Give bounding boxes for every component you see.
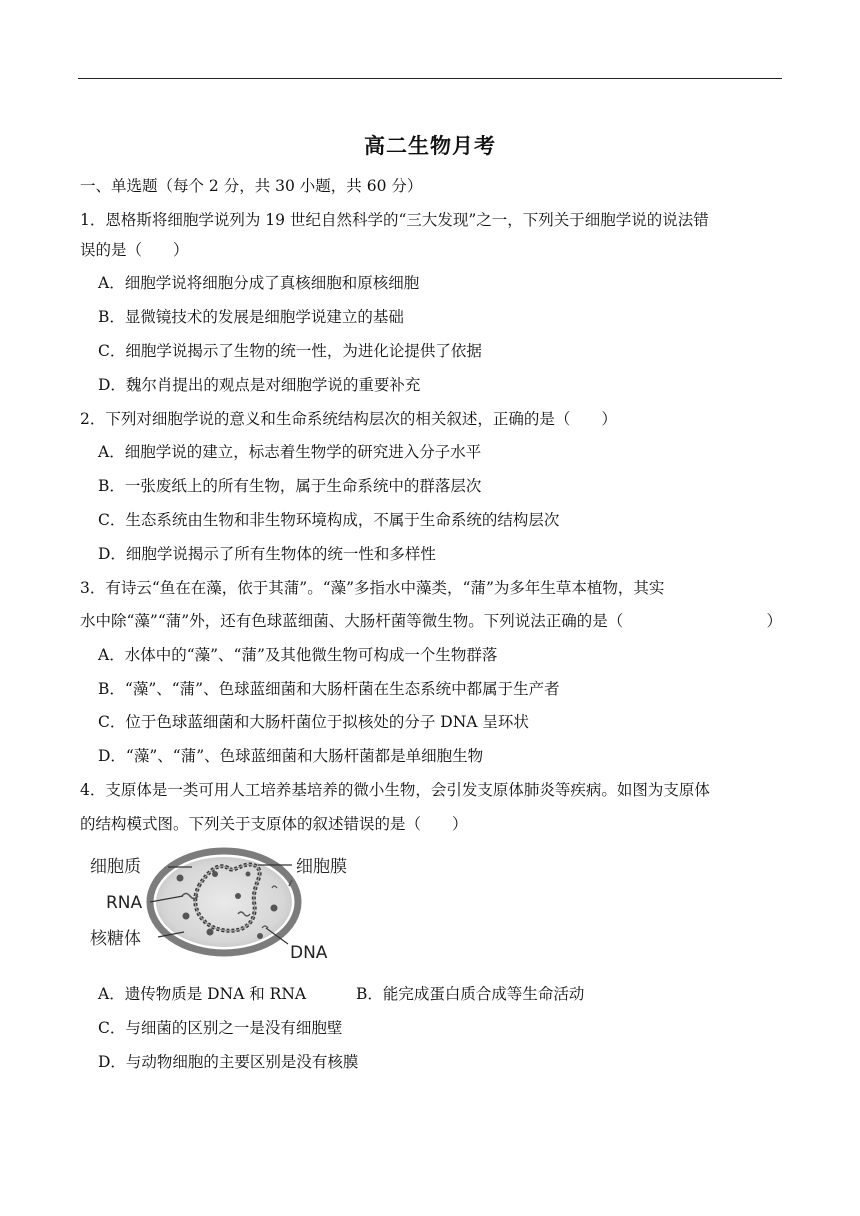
question-3-line-2-text: 水中除“藻”“蒲”外，还有色球蓝细菌、大肠杆菌等微生物。下列说法正确的是（ [80, 612, 624, 630]
ribosome-dot [246, 872, 251, 877]
question-4-option-a: A．遗传物质是 DNA 和 RNA [98, 985, 307, 1003]
label-cytoplasm: 细胞质 [90, 857, 141, 877]
question-4-option-b: B．能完成蛋白质合成等生命活动 [356, 985, 585, 1003]
ribosome-dot [183, 913, 190, 920]
question-3-line-2-close: ） [766, 612, 782, 630]
page-title: 高二生物月考 [364, 133, 496, 158]
question-2-option-d: D．细胞学说揭示了所有生物体的统一性和多样性 [98, 545, 436, 563]
question-4-line-1: 4．支原体是一类可用人工培养基培养的微小生物，会引发支原体肺炎等疾病。如图为支原体 [80, 781, 710, 799]
question-1-option-a: A．细胞学说将细胞分成了真核细胞和原核细胞 [98, 274, 420, 292]
ribosome-dot [177, 875, 184, 882]
question-3-option-d: D．“藻”、“蒲”、色球蓝细菌和大肠杆菌都是单细胞生物 [98, 747, 484, 765]
question-3-option-a: A．水体中的“藻”、“蒲”及其他微生物可构成一个生物群落 [98, 646, 498, 664]
question-2-option-a: A．细胞学说的建立，标志着生物学的研究进入分子水平 [98, 443, 482, 461]
question-4-option-c: C．与细菌的区别之一是没有细胞壁 [98, 1019, 343, 1037]
question-2-line-1: 2．下列对细胞学说的意义和生命系统结构层次的相关叙述，正确的是（ ） [80, 410, 617, 428]
question-1-option-b: B．显微镜技术的发展是细胞学说建立的基础 [98, 308, 404, 326]
question-4-line-2: 的结构模式图。下列关于支原体的叙述错误的是（ ） [80, 815, 468, 833]
header-rule [78, 78, 782, 79]
ribosome-dot [235, 893, 241, 899]
ribosome-dot [207, 929, 214, 936]
question-2-option-c: C．生态系统由生物和非生物环境构成，不属于生命系统的结构层次 [98, 511, 560, 529]
question-4-option-d: D．与动物细胞的主要区别是没有核膜 [98, 1053, 359, 1071]
mycoplasma-diagram [88, 844, 388, 974]
label-rna: RNA [106, 893, 143, 913]
question-1-option-d: D．魏尔肖提出的观点是对细胞学说的重要补充 [98, 376, 421, 394]
question-3-option-b: B．“藻”、“蒲”、色球蓝细菌和大肠杆菌在生态系统中都属于生产者 [98, 680, 560, 698]
question-3-line-2 [80, 611, 782, 631]
question-1-line-2: 误的是（ ） [80, 241, 189, 259]
section-heading: 一、单选题（每个 2 分，共 30 小题，共 60 分） [80, 177, 423, 195]
question-1-option-c: C．细胞学说揭示了生物的统一性，为进化论提供了依据 [98, 342, 482, 360]
ribosome-dot [212, 871, 218, 877]
label-dna: DNA [290, 943, 328, 963]
label-cell-membrane: 细胞膜 [296, 857, 347, 877]
question-3-line-1: 3．有诗云“鱼在在藻，依于其蒲”。“藻”多指水中藻类，“蒲”为多年生草本植物，其实 [80, 579, 665, 597]
question-2-option-b: B．一张废纸上的所有生物，属于生命系统中的群落层次 [98, 477, 482, 495]
label-ribosome: 核糖体 [90, 929, 141, 949]
ribosome-dot [271, 905, 278, 912]
question-1-line-1: 1．恩格斯将细胞学说列为 19 世纪自然科学的“三大发现”之一，下列关于细胞学说的说法错 [80, 211, 709, 229]
ribosome-dot [257, 933, 263, 939]
question-3-option-c: C．位于色球蓝细菌和大肠杆菌位于拟核处的分子 DNA 呈环状 [98, 713, 529, 731]
